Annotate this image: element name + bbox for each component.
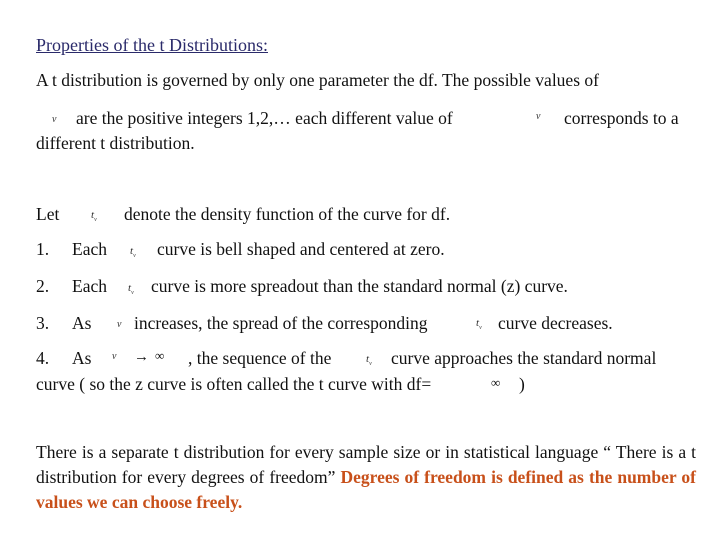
page-title: Properties of the t Distributions: [36, 35, 268, 55]
intro-line-3: different t distribution. [36, 133, 195, 153]
list-item-pre: Each [72, 239, 107, 259]
list-item-pre: Each [72, 276, 107, 296]
nu-symbol: ν [112, 351, 117, 362]
infinity-icon: ∞ [491, 375, 501, 390]
list-item-number: 1. [36, 239, 50, 259]
closing-text: There is a separate t distribution for every sample size or in statistical language “ There is a t distribution for every degrees of freedom” [36, 442, 696, 487]
let-label: Let [36, 204, 60, 224]
list-item-mid: increases, the spread of the corresponding [134, 313, 428, 333]
list-item-number: 3. [36, 313, 50, 333]
list-item-text: curve approaches the standard normal [391, 348, 657, 368]
intro-line-1: A t distribution is governed by only one parameter the df. The possible values of [36, 70, 599, 90]
intro-line-2b: corresponds to a [564, 108, 679, 128]
t-nu-symbol: $t_\nu$ [366, 353, 372, 368]
closing-emphasis: Degrees of freedom is defined as the number of values we can choose freely. [36, 467, 696, 512]
list-item-text: curve is more spreadout than the standard normal (z) curve. [151, 276, 568, 296]
list-item-number: 4. [36, 348, 50, 368]
arrow-icon: → [134, 349, 149, 365]
list-item-pre: As [72, 313, 92, 333]
list-item-line2-end: ) [519, 374, 525, 394]
list-item-number: 2. [36, 276, 50, 296]
list-item-mid: , the sequence of the [188, 348, 332, 368]
nu-symbol: ν [117, 319, 122, 330]
list-item-text: curve decreases. [498, 313, 613, 333]
list-item-pre: As [72, 348, 92, 368]
nu-symbol: ν [52, 114, 57, 125]
t-nu-symbol: $t_\nu$ [476, 317, 482, 332]
nu-symbol: ν [536, 111, 541, 122]
t-nu-symbol: $t_\nu$ [128, 282, 134, 297]
infinity-icon: ∞ [155, 348, 165, 363]
list-item-text: curve is bell shaped and centered at zero. [157, 239, 445, 259]
t-nu-symbol: $t_\nu$ [130, 245, 136, 260]
t-nu-symbol: $t_\nu$ [91, 209, 97, 224]
let-text: denote the density function of the curve for df. [124, 204, 451, 224]
closing-paragraph [36, 440, 696, 515]
list-item-line2: curve ( so the z curve is often called the t curve with df= [36, 374, 432, 394]
intro-line-2a: are the positive integers 1,2,… each different value of [76, 108, 453, 128]
